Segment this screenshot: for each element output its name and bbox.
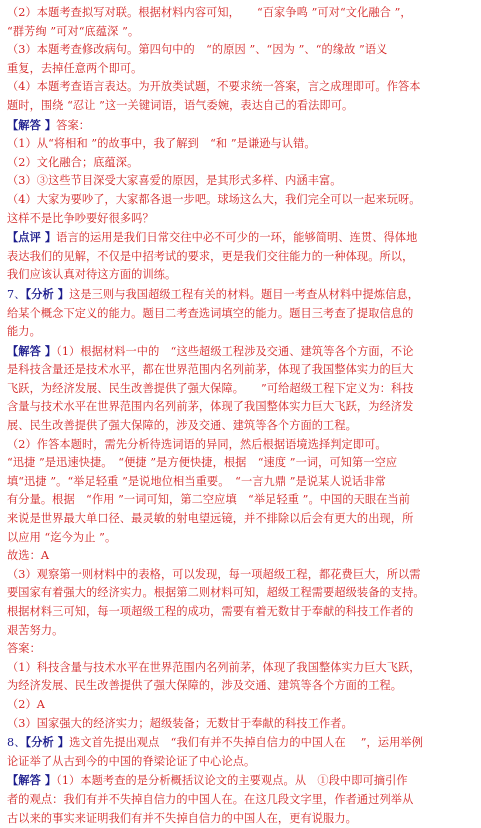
line-text: 要国家有着强大的经济实力。根据第二则材料可知，超级工程需要超级装备的支持。 — [7, 586, 425, 600]
text-line — [7, 566, 476, 585]
line-text: 来说是世界最大单口径、最灵敏的射电望远镜，并不排除以后会有更大的出现，所 — [7, 512, 414, 526]
line-text: （2）A — [7, 697, 45, 711]
line-text: 飞跃，为经济发展、民生改善提供了强大保障。 ”可给超级工程下定义为：科技 — [7, 381, 414, 395]
text-line — [7, 78, 476, 97]
line-text: 我们应该认真对待这方面的训练。 — [7, 268, 177, 282]
line-text: 答案： — [7, 642, 41, 656]
section-tag: 【解答 】 — [7, 773, 57, 788]
text-line — [7, 380, 476, 399]
text-line — [7, 696, 476, 715]
section-tag: 【解答 】 — [7, 343, 57, 358]
line-text: 这样不是比争吵要好很多吗？ — [7, 211, 154, 225]
text-line — [7, 753, 476, 772]
text-line — [7, 361, 476, 380]
line-text: 者的观点：我们有并不失掉自信力的中国人在。在这几段文字里，作者通过列举从 — [7, 792, 414, 806]
line-text: “群芳绚 ”可对“底蕴深 ”。 — [7, 24, 140, 38]
text-line — [7, 491, 476, 510]
line-text: 填“迅捷 ”。“举足轻重 ”是说地位相当重要。 “一言九鼎 ”是说某人说话非常 — [7, 474, 386, 488]
text-line — [7, 135, 476, 154]
text-line — [7, 715, 476, 734]
section-tag: 【分析 】 — [25, 735, 70, 750]
text-line — [7, 60, 476, 79]
text-line — [7, 417, 476, 436]
text-line — [7, 323, 476, 342]
text-line — [7, 510, 476, 529]
text-line — [7, 677, 476, 696]
question-number: 8、 — [7, 736, 26, 750]
line-text: 选文首先提出观点 “我们有并不失掉自信力的中国人在 ”，运用举例 — [69, 736, 423, 750]
line-text: （3）本题考查修改病句。第四句中的 “的原因 ”、“因为 ”、“的缘故 ”语义 — [7, 43, 388, 57]
text-line — [7, 810, 476, 828]
line-text: （3）国家强大的经济实力；超级装备；无数甘于奉献的科技工作者。 — [7, 716, 353, 730]
text-line — [7, 41, 476, 60]
line-text: 重复，去掉任意两个即可。 — [7, 61, 143, 75]
text-line — [7, 603, 476, 622]
line-text: （1）根据材料一中的 “这些超级工程涉及交通、建筑等各个方面，不论 — [56, 344, 414, 358]
line-text: （3）③这些节目深受大家喜爱的原因，是其形式多样、内涵丰富。 — [7, 174, 342, 188]
text-line — [7, 210, 476, 229]
line-text: 给某个概念下定义的能力。题目二考查选词填空的能力。题目三考查了提取信息的 — [7, 306, 414, 320]
line-text: （1）从“将相和 ”的故事中，我了解到 “和 ”是谦逊与认错。 — [7, 137, 316, 151]
line-text: 题时，围绕 “忍让 ”这一关键词语，语气委婉，表达自己的看法即可。 — [7, 98, 354, 112]
line-text: 语言的运用是我们日常交往中必不可少的一环，能够简明、连贯、得体地 — [56, 231, 418, 245]
text-line — [7, 342, 476, 362]
line-text: 有分量。根据 “作用 ”一词可知，第二空应填 “举足轻重 ”。中国的天眼在当前 — [7, 493, 411, 507]
line-text: （4）本题考查语言表达。为开放类试题，不要求统一答案，言之成理即可。作答本 — [7, 80, 421, 94]
line-text: 表达我们的见解，不仅是中招考试的要求，更是我们交往能力的一种体现。所以， — [7, 249, 414, 263]
text-line — [7, 398, 476, 417]
question-number: 7、 — [7, 287, 26, 301]
text-line — [7, 436, 476, 455]
text-line — [7, 191, 476, 210]
section-tag: 【分析 】 — [25, 286, 70, 301]
text-line — [7, 791, 476, 810]
text-line — [7, 733, 476, 753]
text-line — [7, 116, 476, 136]
text-line — [7, 473, 476, 492]
text-line — [7, 248, 476, 267]
line-text: （4）大家为要吵了，大家都各退一步吧。球场这么大，我们完全可以一起来玩呀。 — [7, 192, 421, 206]
line-text: 展、民生改善提供了强大保障的，涉及交通、建筑等各个方面的工程。 — [7, 419, 357, 433]
text-line — [7, 172, 476, 191]
section-tag: 【点评 】 — [7, 230, 57, 245]
section-tag: 【解答 】 — [7, 117, 57, 132]
text-line — [7, 97, 476, 116]
text-line — [7, 454, 476, 473]
line-text: 是科技含量还是技术水平，都在世界范围内名列前茅，体现了我国整体实力的巨大 — [7, 363, 414, 377]
text-line — [7, 4, 476, 23]
line-text: 论证举了从古到今的中国的脊梁论证了中心论点。 — [7, 754, 256, 768]
text-line — [7, 771, 476, 791]
line-text: （3）观察第一则材料中的表格，可以发现，每一项超级工程，都花费巨大，所以需 — [7, 567, 421, 581]
line-text: 为经济发展、民生改善提供了强大保障的，涉及交通、建筑等各个方面的工程。 — [7, 679, 403, 693]
text-line — [7, 659, 476, 678]
text-line — [7, 285, 476, 305]
line-text: 古以来的事实来证明我们有并不失掉自信力的中国人在，更有说服力。 — [7, 811, 357, 825]
text-line — [7, 584, 476, 603]
line-text: （2）本题考查拟写对联。根据材料内容可知， “百家争鸣 ”可对“文化融合 ”， — [7, 6, 412, 19]
line-text: （1）本题考查的是分析概括议论文的主要观点。从 ①段中即可摘引作 — [56, 774, 408, 788]
line-text: （1）科技含量与技术水平在世界范围内名列前茅，体现了我国整体实力巨大飞跃， — [7, 660, 421, 674]
text-line — [7, 305, 476, 324]
line-text: （2）作答本题时，需先分析待选词语的异同，然后根据语境选择判定即可。 — [7, 437, 387, 451]
line-text: 这是三则与我国超级工程有关的材料。题目一考查从材料中提炼信息， — [69, 287, 419, 301]
line-text: 答案： — [56, 118, 91, 132]
line-text: 以应用 “迄今为止 ”。 — [7, 530, 117, 544]
line-text: 能力。 — [7, 325, 41, 339]
line-text: 艰苦努力。 — [7, 623, 64, 637]
text-line — [7, 547, 476, 566]
line-text: 根据材料三可知，每一项超级工程的成功，需要有着无数甘于奉献的科技工作者的 — [7, 605, 414, 618]
text-line — [7, 529, 476, 548]
text-line — [7, 640, 476, 659]
line-text: 故选：A — [7, 549, 50, 563]
text-line — [7, 266, 476, 285]
text-line — [7, 622, 476, 641]
line-text: （2）文化融合；底蕴深。 — [7, 155, 139, 169]
text-line — [7, 154, 476, 173]
text-line — [7, 23, 476, 42]
line-text: 含量与技术水平在世界范围内名列前茅，体现了我国整体实力巨大飞跃，为经济发 — [7, 400, 414, 414]
text-line — [7, 228, 476, 248]
line-text: “迅捷 ”是迅速快捷。 “便捷 ”是方便快捷，根据 “速度 ”一词，可知第一空应 — [7, 456, 398, 470]
